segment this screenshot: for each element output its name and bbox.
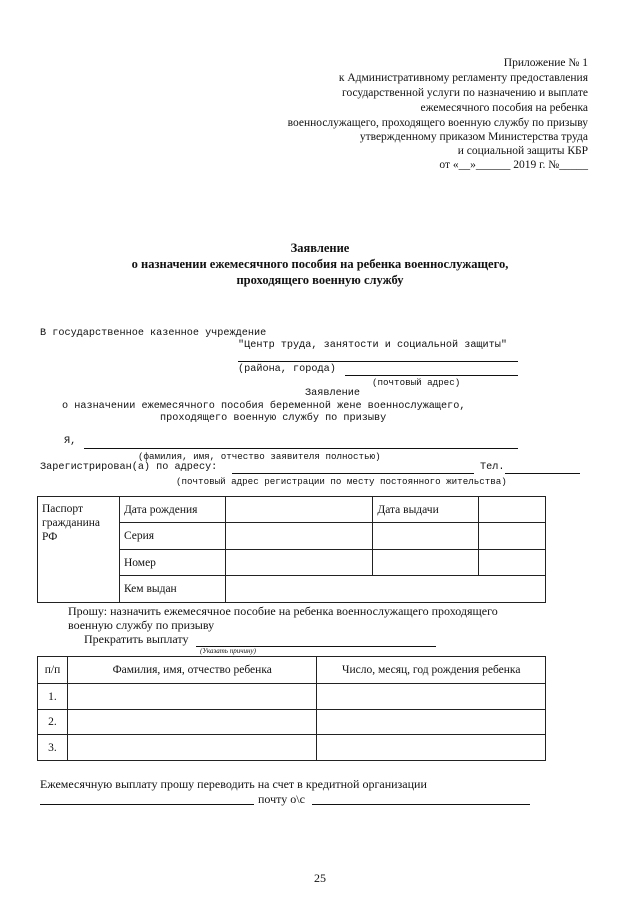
appendix-line-5: военнослужащего, проходящего военную службу по призыву: [287, 117, 588, 129]
mail-label: почту о\с: [258, 792, 305, 806]
heading-line-2: о назначении ежемесячного пособия на ребенка военнослужащего,: [131, 257, 509, 271]
heading-title: Заявление: [290, 241, 350, 255]
number-extra-cell[interactable]: [373, 550, 479, 576]
request-line-2: военную службу по призыву: [68, 618, 215, 632]
issue-date-cell[interactable]: [479, 497, 546, 523]
mail-office-line[interactable]: [312, 803, 530, 805]
birth-date-cell[interactable]: [225, 497, 373, 523]
header-child-name: Фамилия, имя, отчество ребенка: [67, 657, 316, 684]
row-number: 3.: [38, 735, 68, 761]
number-extra-cell-2[interactable]: [479, 550, 546, 576]
heading-line-3: проходящего военную службу: [236, 273, 404, 287]
appendix-line-8: от «__»______ 2019 г. №_____: [439, 159, 588, 171]
row-number: 1.: [38, 684, 68, 710]
reason-hint: (Указать причину): [200, 647, 256, 655]
address-line-1[interactable]: [238, 360, 518, 362]
series-label: Серия: [119, 523, 225, 550]
series-extra-cell-2[interactable]: [479, 523, 546, 550]
tel-input-line[interactable]: [505, 472, 580, 474]
applicant-fio-hint: (фамилия, имя, отчество заявителя полностью): [138, 451, 381, 462]
number-label: Номер: [119, 550, 225, 576]
registration-hint: (почтовый адрес регистрации по месту постоянного жительства): [176, 476, 507, 487]
page-number: 25: [314, 871, 326, 885]
address-to-line: В государственное казенное учреждение: [40, 328, 267, 339]
district-input-line[interactable]: [345, 374, 518, 376]
inner-heading-line-2: о назначении ежемесячного пособия беременной жене военнослужащего,: [62, 401, 466, 412]
appendix-line-2: к Административному регламенту предоставления: [338, 72, 588, 84]
bank-account-line[interactable]: [40, 803, 254, 805]
appendix-line-1: Приложение № 1: [503, 57, 588, 69]
applicant-fio-line[interactable]: [84, 447, 518, 449]
series-extra-cell[interactable]: [373, 523, 479, 550]
address-center-name: "Центр труда, занятости и социальной защиты": [238, 340, 507, 351]
appendix-line-7: и социальной защиты КБР: [457, 145, 588, 157]
child-birth-cell[interactable]: [317, 710, 546, 735]
header-number: п/п: [38, 657, 68, 684]
registered-label: Зарегистрирован(а) по адресу:: [40, 462, 218, 473]
child-name-cell[interactable]: [67, 684, 316, 710]
child-birth-cell[interactable]: [317, 735, 546, 761]
number-cell[interactable]: [225, 550, 373, 576]
birth-date-label: Дата рождения: [119, 497, 225, 523]
request-line-1: Прошу: назначить ежемесячное пособие на ребенка военнослужащего проходящего: [68, 604, 498, 618]
district-label: (района, города): [238, 364, 336, 375]
issued-by-label: Кем выдан: [119, 576, 225, 603]
issue-date-label: Дата выдачи: [373, 497, 479, 523]
child-name-cell[interactable]: [67, 735, 316, 761]
inner-heading-line-3: проходящего военную службу по призыву: [160, 413, 387, 424]
child-name-cell[interactable]: [67, 710, 316, 735]
passport-table: [37, 496, 546, 603]
appendix-line-3: государственной услуги по назначению и выплате: [342, 87, 588, 99]
series-cell[interactable]: [225, 523, 373, 550]
registered-address-line[interactable]: [232, 472, 474, 474]
appendix-line-4: ежемесячного пособия на ребенка: [420, 102, 588, 114]
child-birth-cell[interactable]: [317, 684, 546, 710]
header-child-birth-date: Число, месяц, год рождения ребенка: [317, 657, 546, 684]
postal-label: (почтовый адрес): [372, 377, 461, 388]
inner-heading-title: Заявление: [305, 388, 361, 399]
passport-label: Паспорт гражданина РФ: [38, 497, 120, 603]
applicant-ya-label: Я,: [64, 436, 77, 447]
row-number: 2.: [38, 710, 68, 735]
issued-by-cell[interactable]: [225, 576, 545, 603]
children-table: [37, 656, 546, 761]
appendix-line-6: утвержденному приказом Министерства труда: [359, 131, 588, 143]
payment-line: Ежемесячную выплату прошу переводить на счет в кредитной организации: [40, 777, 427, 791]
stop-payment-label: Прекратить выплату: [84, 632, 189, 646]
tel-label: Тел.: [480, 462, 505, 473]
